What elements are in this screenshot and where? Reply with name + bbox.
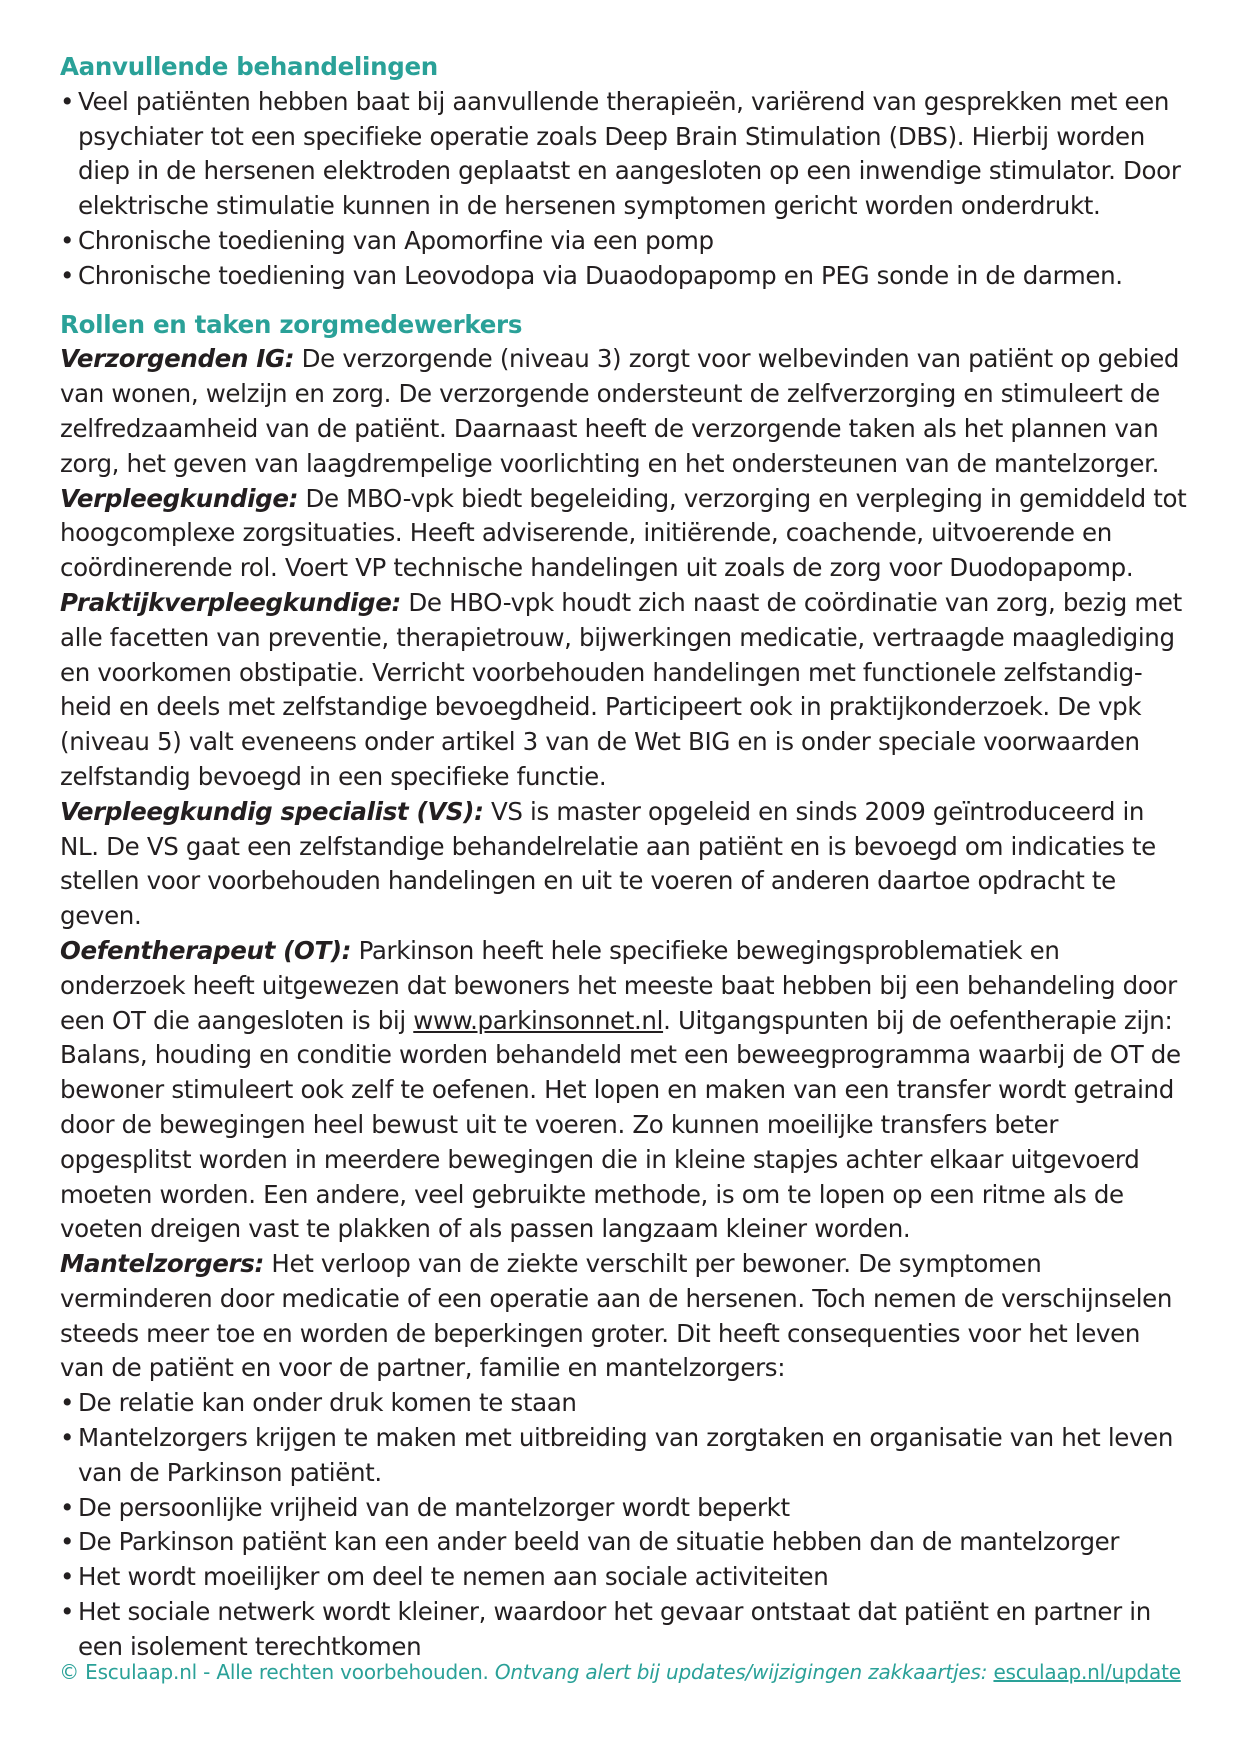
- role-label: Verzorgenden IG:: [60, 344, 295, 374]
- list-item: [60, 1491, 1190, 1526]
- role-paragraph-verzorgenden: [60, 342, 1190, 481]
- parkinsonnet-link[interactable]: www.parkinsonnet.nl: [413, 1005, 664, 1035]
- list-item-text: Het wordt moeilijker om deel te nemen aan sociale activiteiten: [78, 1562, 829, 1592]
- role-text: De verzorgende (niveau 3) zorgt voor welbevinden van patiënt op gebied van wonen, welzijn en zorg. De verzorgende ondersteunt de zelfverzorging en stimuleert de zelfredzaamheid van de patiënt. Daarnaast heeft de verzorgende taken als het plannen van zorg, het geven van laagdrempelige voorlichting en het ondersteunen van de mantelzorger.: [60, 344, 1180, 478]
- list-item-text: Chronische toediening van Apomorfine via een pomp: [78, 225, 714, 255]
- list-item: [60, 1386, 1190, 1421]
- role-paragraph-verpleegkundig-specialist: [60, 795, 1190, 934]
- list-item-text: Veel patiënten hebben baat bij aanvullende therapieën, variërend van gesprekken met een psychiater tot een specifieke operatie zoals Deep Brain Stimulation (DBS). Hierbij worden diep in de hersenen elektroden geplaatst en aangesloten op een inwendige stimulator. Door elektrische stimulatie kunnen in de hersenen symptomen gericht worden onderdrukt.: [78, 86, 1181, 221]
- list-item-text: De persoonlijke vrijheid van de mantelzorger wordt beperkt: [78, 1492, 790, 1522]
- role-label: Verpleegkundig specialist (VS):: [60, 796, 484, 826]
- bullet-icon: •: [60, 1388, 75, 1418]
- list-item: [60, 85, 1190, 224]
- role-paragraph-verpleegkundige: [60, 482, 1190, 586]
- bullet-icon: •: [60, 1423, 75, 1453]
- role-text: De MBO-vpk biedt begeleiding, verzorging en verpleging in gemiddeld tot hoogcomplexe zorgsituaties. Heeft adviserende, initiërende, coachende, uitvoerende en coördinerende rol. Voert VP technische handelingen uit zoals de zorg voor Duodopapomp.: [60, 483, 1187, 583]
- list-item: [60, 1525, 1190, 1560]
- mantelzorger-consequences-list: [60, 1386, 1190, 1664]
- alert-text: Ontvang alert bij updates/wijzigingen zakkaartjes:: [494, 1660, 994, 1684]
- role-paragraph-praktijkverpleegkundige: [60, 586, 1190, 795]
- list-item: [60, 224, 1190, 259]
- role-text: Parkinson heeft hele specifieke bewegingsproblematiek en onderzoek heeft uitgewezen dat bewoners het meeste baat hebben bij een behandeling door een OT die aangesloten is bij: [60, 935, 1177, 1035]
- roles-section: [60, 342, 1190, 1386]
- section-heading-rollen-en-taken: Rollen en taken zorgmedewerkers: [60, 309, 523, 339]
- bullet-icon: •: [60, 1527, 75, 1557]
- document-page: [60, 50, 1190, 1665]
- section-heading-aanvullende-behandelingen: Aanvullende behandelingen: [60, 52, 438, 81]
- list-item-text: Chronische toediening van Leovodopa via Duaodopapomp en PEG sonde in de darmen.: [78, 260, 1123, 290]
- role-paragraph-oefentherapeut: [60, 934, 1190, 1247]
- list-item-text: Mantelzorgers krijgen te maken met uitbreiding van zorgtaken en organisatie van het leven van de Parkinson patiënt.: [78, 1423, 1174, 1487]
- list-item-text: De Parkinson patiënt kan een ander beeld van de situatie hebben dan de mantelzorger: [78, 1527, 1120, 1557]
- role-text: De HBO-vpk houdt zich naast de coördinatie van zorg, bezig met alle facetten van preventie, therapietrouw, bijwerkingen medicatie, vertraagde maaglediging en voorkomen obstipatie. Verricht voorbehouden handelingen met functionele zelfstandig-heid en deels met zelfstandige bevoegdheid. Participeert ook in praktijkonderzoek. De vpk (niveau 5) valt eveneens onder artikel 3 van de Wet BIG en is onder speciale voorwaarden zelfstandig bevoegd in een specifieke functie.: [60, 587, 1182, 791]
- list-item: [60, 1421, 1190, 1491]
- bullet-icon: •: [60, 86, 75, 116]
- list-item-text: Het sociale netwerk wordt kleiner, waardoor het gevaar ontstaat dat patiënt en partner in een isolement terechtkomen: [78, 1597, 1151, 1661]
- copyright-text: © Esculaap.nl - Alle rechten voorbehouden.: [59, 1660, 495, 1684]
- update-link[interactable]: esculaap.nl/update: [993, 1660, 1181, 1684]
- bullet-icon: •: [60, 260, 75, 290]
- list-item: [60, 1560, 1190, 1595]
- role-text: VS is master opgeleid en sinds 2009 geïntroduceerd in NL. De VS gaat een zelfstandige behandelrelatie aan patiënt en is bevoegd om indicaties te stellen voor voorbehouden handelingen en uit te voeren of anderen daartoe opdracht te geven.: [60, 796, 1156, 931]
- role-label: Praktijkverpleegkundige:: [60, 587, 401, 617]
- role-label: Oefentherapeut (OT):: [60, 935, 352, 965]
- role-label: Mantelzorgers:: [60, 1249, 264, 1279]
- bullet-icon: •: [60, 1597, 75, 1627]
- role-label: Verpleegkundige:: [60, 483, 299, 513]
- list-item-text: De relatie kan onder druk komen te staan: [78, 1388, 577, 1418]
- treatment-bullet-list: [60, 85, 1190, 294]
- page-footer: [0, 1658, 1240, 1686]
- role-paragraph-mantelzorgers: [60, 1247, 1190, 1386]
- list-item: [60, 1595, 1190, 1665]
- role-text: Het verloop van de ziekte verschilt per bewoner. De symptomen verminderen door medicatie of een operatie aan de hersenen. Toch nemen de verschijnselen steeds meer toe en worden de beperkingen groter. Dit heeft consequenties voor het leven van de patiënt en voor de partner, familie en mantelzorgers:: [60, 1249, 1173, 1383]
- bullet-icon: •: [60, 225, 75, 255]
- role-text: . Uitgangspunten bij de oefentherapie zijn: Balans, houding en conditie worden behandeld met een beweegprogramma waarbij de OT de bewoner stimuleert ook zelf te oefenen. Het lopen en maken van een transfer wordt getraind door de bewegingen heel bewust uit te voeren. Zo kunnen moeilijke transfers beter opgesplitst worden in meerdere bewegingen die in kleine stapjes achter elkaar uitgevoerd moeten worden. Een andere, veel gebruikte methode, is om te lopen op een ritme als de voeten dreigen vast te plakken of als passen langzaam kleiner worden.: [60, 1005, 1181, 1244]
- bullet-icon: •: [60, 1492, 75, 1522]
- list-item: [60, 259, 1190, 294]
- bullet-icon: •: [60, 1562, 75, 1592]
